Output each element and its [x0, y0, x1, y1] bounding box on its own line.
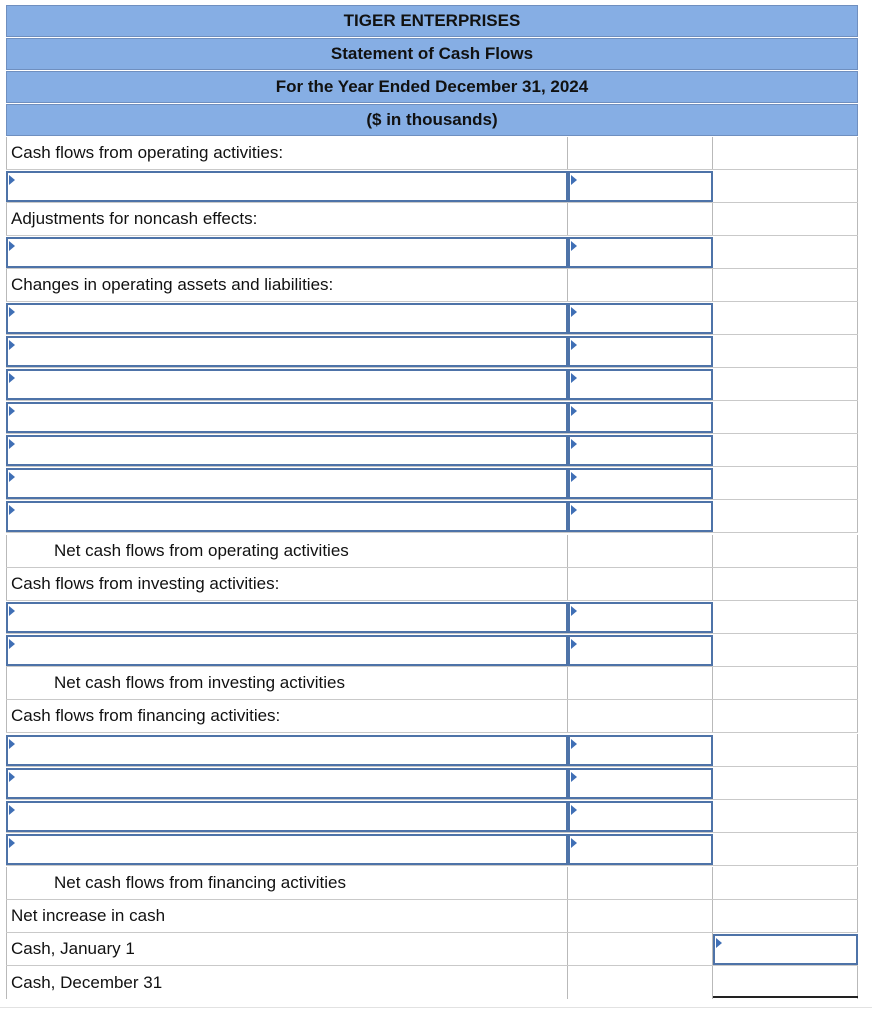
- cash-dec31-total-cell[interactable]: [713, 966, 858, 999]
- amount-input[interactable]: [568, 834, 713, 865]
- dropdown-marker-icon: [9, 639, 15, 649]
- amount-input[interactable]: [568, 635, 713, 666]
- amount-input[interactable]: [568, 336, 713, 367]
- amount-input[interactable]: [568, 602, 713, 633]
- statement-title: [6, 38, 858, 70]
- dropdown-marker-icon: [571, 505, 577, 515]
- amount-cell: [568, 966, 713, 999]
- financing-input-row-4: [6, 833, 858, 866]
- dropdown-marker-icon: [571, 439, 577, 449]
- amount-cell: [568, 900, 713, 932]
- dropdown-marker-icon: [571, 838, 577, 848]
- net-operating-row: [6, 535, 858, 568]
- page-divider: [0, 1007, 872, 1008]
- dropdown-marker-icon: [9, 175, 15, 185]
- financing-input-row-3: [6, 800, 858, 833]
- total-cell: [713, 867, 858, 899]
- cash-jan1-input[interactable]: [713, 934, 858, 965]
- line-item-input[interactable]: [6, 768, 568, 799]
- changes-input-row-5: [6, 434, 858, 467]
- amount-cell: [568, 535, 713, 567]
- line-item-input[interactable]: [6, 602, 568, 633]
- amount-input[interactable]: [568, 735, 713, 766]
- total-cell: [713, 434, 858, 466]
- dropdown-marker-icon: [9, 406, 15, 416]
- total-cell: [713, 401, 858, 433]
- total-cell: [713, 269, 858, 301]
- changes-input-row-1: [6, 302, 858, 335]
- amount-input[interactable]: [568, 768, 713, 799]
- total-cell: [713, 137, 858, 169]
- amount-input[interactable]: [568, 402, 713, 433]
- total-cell: [713, 203, 858, 235]
- line-item-input[interactable]: [6, 171, 568, 202]
- dropdown-marker-icon: [571, 606, 577, 616]
- operating-input-row: [6, 170, 858, 203]
- total-cell: [713, 368, 858, 400]
- amount-cell: [568, 667, 713, 699]
- dropdown-marker-icon: [571, 241, 577, 251]
- adjustments-input-row: [6, 236, 858, 269]
- investing-heading: Cash flows from investing activities:: [6, 568, 568, 600]
- dropdown-marker-icon: [9, 505, 15, 515]
- dropdown-marker-icon: [9, 739, 15, 749]
- changes-heading: Changes in operating assets and liabilities:: [6, 269, 568, 301]
- total-cell: [713, 236, 858, 268]
- net-operating-label: Net cash flows from operating activities: [6, 535, 568, 567]
- financing-input-row-1: [6, 734, 858, 767]
- net-financing-row: [6, 867, 858, 900]
- dropdown-marker-icon: [716, 938, 722, 948]
- total-cell: [713, 302, 858, 334]
- total-cell: [713, 700, 858, 732]
- amount-cell: [568, 700, 713, 732]
- dropdown-marker-icon: [9, 472, 15, 482]
- line-item-input[interactable]: [6, 402, 568, 433]
- statement-period: [6, 71, 858, 103]
- amount-input[interactable]: [568, 303, 713, 334]
- amount-cell: [568, 568, 713, 600]
- amount-cell: [568, 137, 713, 169]
- net-financing-label: Net cash flows from financing activities: [6, 867, 568, 899]
- net-increase-label: Net increase in cash: [6, 900, 568, 932]
- total-cell: [713, 500, 858, 532]
- net-increase-row: [6, 900, 858, 933]
- changes-input-row-6: [6, 467, 858, 500]
- line-item-input[interactable]: [6, 834, 568, 865]
- company-name-text: TIGER ENTERPRISES: [343, 11, 521, 30]
- financing-heading-row: [6, 700, 858, 733]
- total-cell: [713, 900, 858, 932]
- dropdown-marker-icon: [9, 373, 15, 383]
- total-cell: [713, 335, 858, 367]
- statement-title-text: Statement of Cash Flows: [330, 44, 534, 63]
- line-item-input[interactable]: [6, 801, 568, 832]
- changes-heading-row: [6, 269, 858, 302]
- dropdown-marker-icon: [9, 805, 15, 815]
- dropdown-marker-icon: [9, 606, 15, 616]
- adjustments-heading-row: [6, 203, 858, 236]
- changes-input-row-3: [6, 368, 858, 401]
- total-cell: [713, 601, 858, 633]
- dropdown-marker-icon: [571, 406, 577, 416]
- total-cell: [713, 833, 858, 865]
- amount-input[interactable]: [568, 801, 713, 832]
- dropdown-marker-icon: [9, 838, 15, 848]
- dropdown-marker-icon: [9, 340, 15, 350]
- statement-period-text: For the Year Ended December 31, 2024: [275, 77, 589, 96]
- total-cell: [713, 734, 858, 766]
- amount-cell: [568, 933, 713, 965]
- adjustments-heading: Adjustments for noncash effects:: [6, 203, 568, 235]
- changes-input-row-4: [6, 401, 858, 434]
- dropdown-marker-icon: [9, 307, 15, 317]
- total-cell: [713, 535, 858, 567]
- dropdown-marker-icon: [571, 739, 577, 749]
- line-item-input[interactable]: [6, 336, 568, 367]
- company-name: [6, 5, 858, 37]
- amount-input[interactable]: [568, 237, 713, 268]
- operating-heading: Cash flows from operating activities:: [6, 137, 568, 169]
- investing-input-row-2: [6, 634, 858, 667]
- statement-units-text: ($ in thousands): [366, 110, 498, 129]
- line-item-input[interactable]: [6, 501, 568, 532]
- total-cell: [713, 800, 858, 832]
- cash-jan1-row: [6, 933, 858, 966]
- net-investing-row: [6, 667, 858, 700]
- changes-input-row-7: [6, 500, 858, 533]
- dropdown-marker-icon: [571, 373, 577, 383]
- line-item-input[interactable]: [6, 435, 568, 466]
- amount-input[interactable]: [568, 435, 713, 466]
- total-cell: [713, 667, 858, 699]
- dropdown-marker-icon: [9, 241, 15, 251]
- dropdown-marker-icon: [571, 307, 577, 317]
- amount-cell: [568, 203, 713, 235]
- total-cell: [713, 767, 858, 799]
- investing-heading-row: [6, 568, 858, 601]
- statement-units: [6, 104, 858, 136]
- total-cell: [713, 467, 858, 499]
- line-item-input[interactable]: [6, 237, 568, 268]
- financing-input-row-2: [6, 767, 858, 800]
- cash-dec31-label: Cash, December 31: [6, 966, 568, 999]
- total-cell: [713, 634, 858, 666]
- amount-input[interactable]: [568, 468, 713, 499]
- net-investing-label: Net cash flows from investing activities: [6, 667, 568, 699]
- dropdown-marker-icon: [571, 175, 577, 185]
- amount-input[interactable]: [568, 171, 713, 202]
- total-cell: [713, 568, 858, 600]
- financing-heading: Cash flows from financing activities:: [6, 700, 568, 732]
- double-underline: [713, 996, 858, 998]
- operating-heading-row: [6, 137, 858, 170]
- amount-cell: [568, 269, 713, 301]
- amount-cell: [568, 867, 713, 899]
- cash-dec31-row: [6, 966, 858, 999]
- line-item-input[interactable]: [6, 369, 568, 400]
- dropdown-marker-icon: [571, 340, 577, 350]
- dropdown-marker-icon: [9, 772, 15, 782]
- dropdown-marker-icon: [571, 472, 577, 482]
- total-cell: [713, 170, 858, 202]
- amount-input[interactable]: [568, 501, 713, 532]
- line-item-input[interactable]: [6, 303, 568, 334]
- dropdown-marker-icon: [571, 639, 577, 649]
- cash-jan1-label: Cash, January 1: [6, 933, 568, 965]
- changes-input-row-2: [6, 335, 858, 368]
- line-item-input[interactable]: [6, 635, 568, 666]
- investing-input-row-1: [6, 601, 858, 634]
- dropdown-marker-icon: [571, 772, 577, 782]
- dropdown-marker-icon: [571, 805, 577, 815]
- line-item-input[interactable]: [6, 735, 568, 766]
- dropdown-marker-icon: [9, 439, 15, 449]
- amount-input[interactable]: [568, 369, 713, 400]
- line-item-input[interactable]: [6, 468, 568, 499]
